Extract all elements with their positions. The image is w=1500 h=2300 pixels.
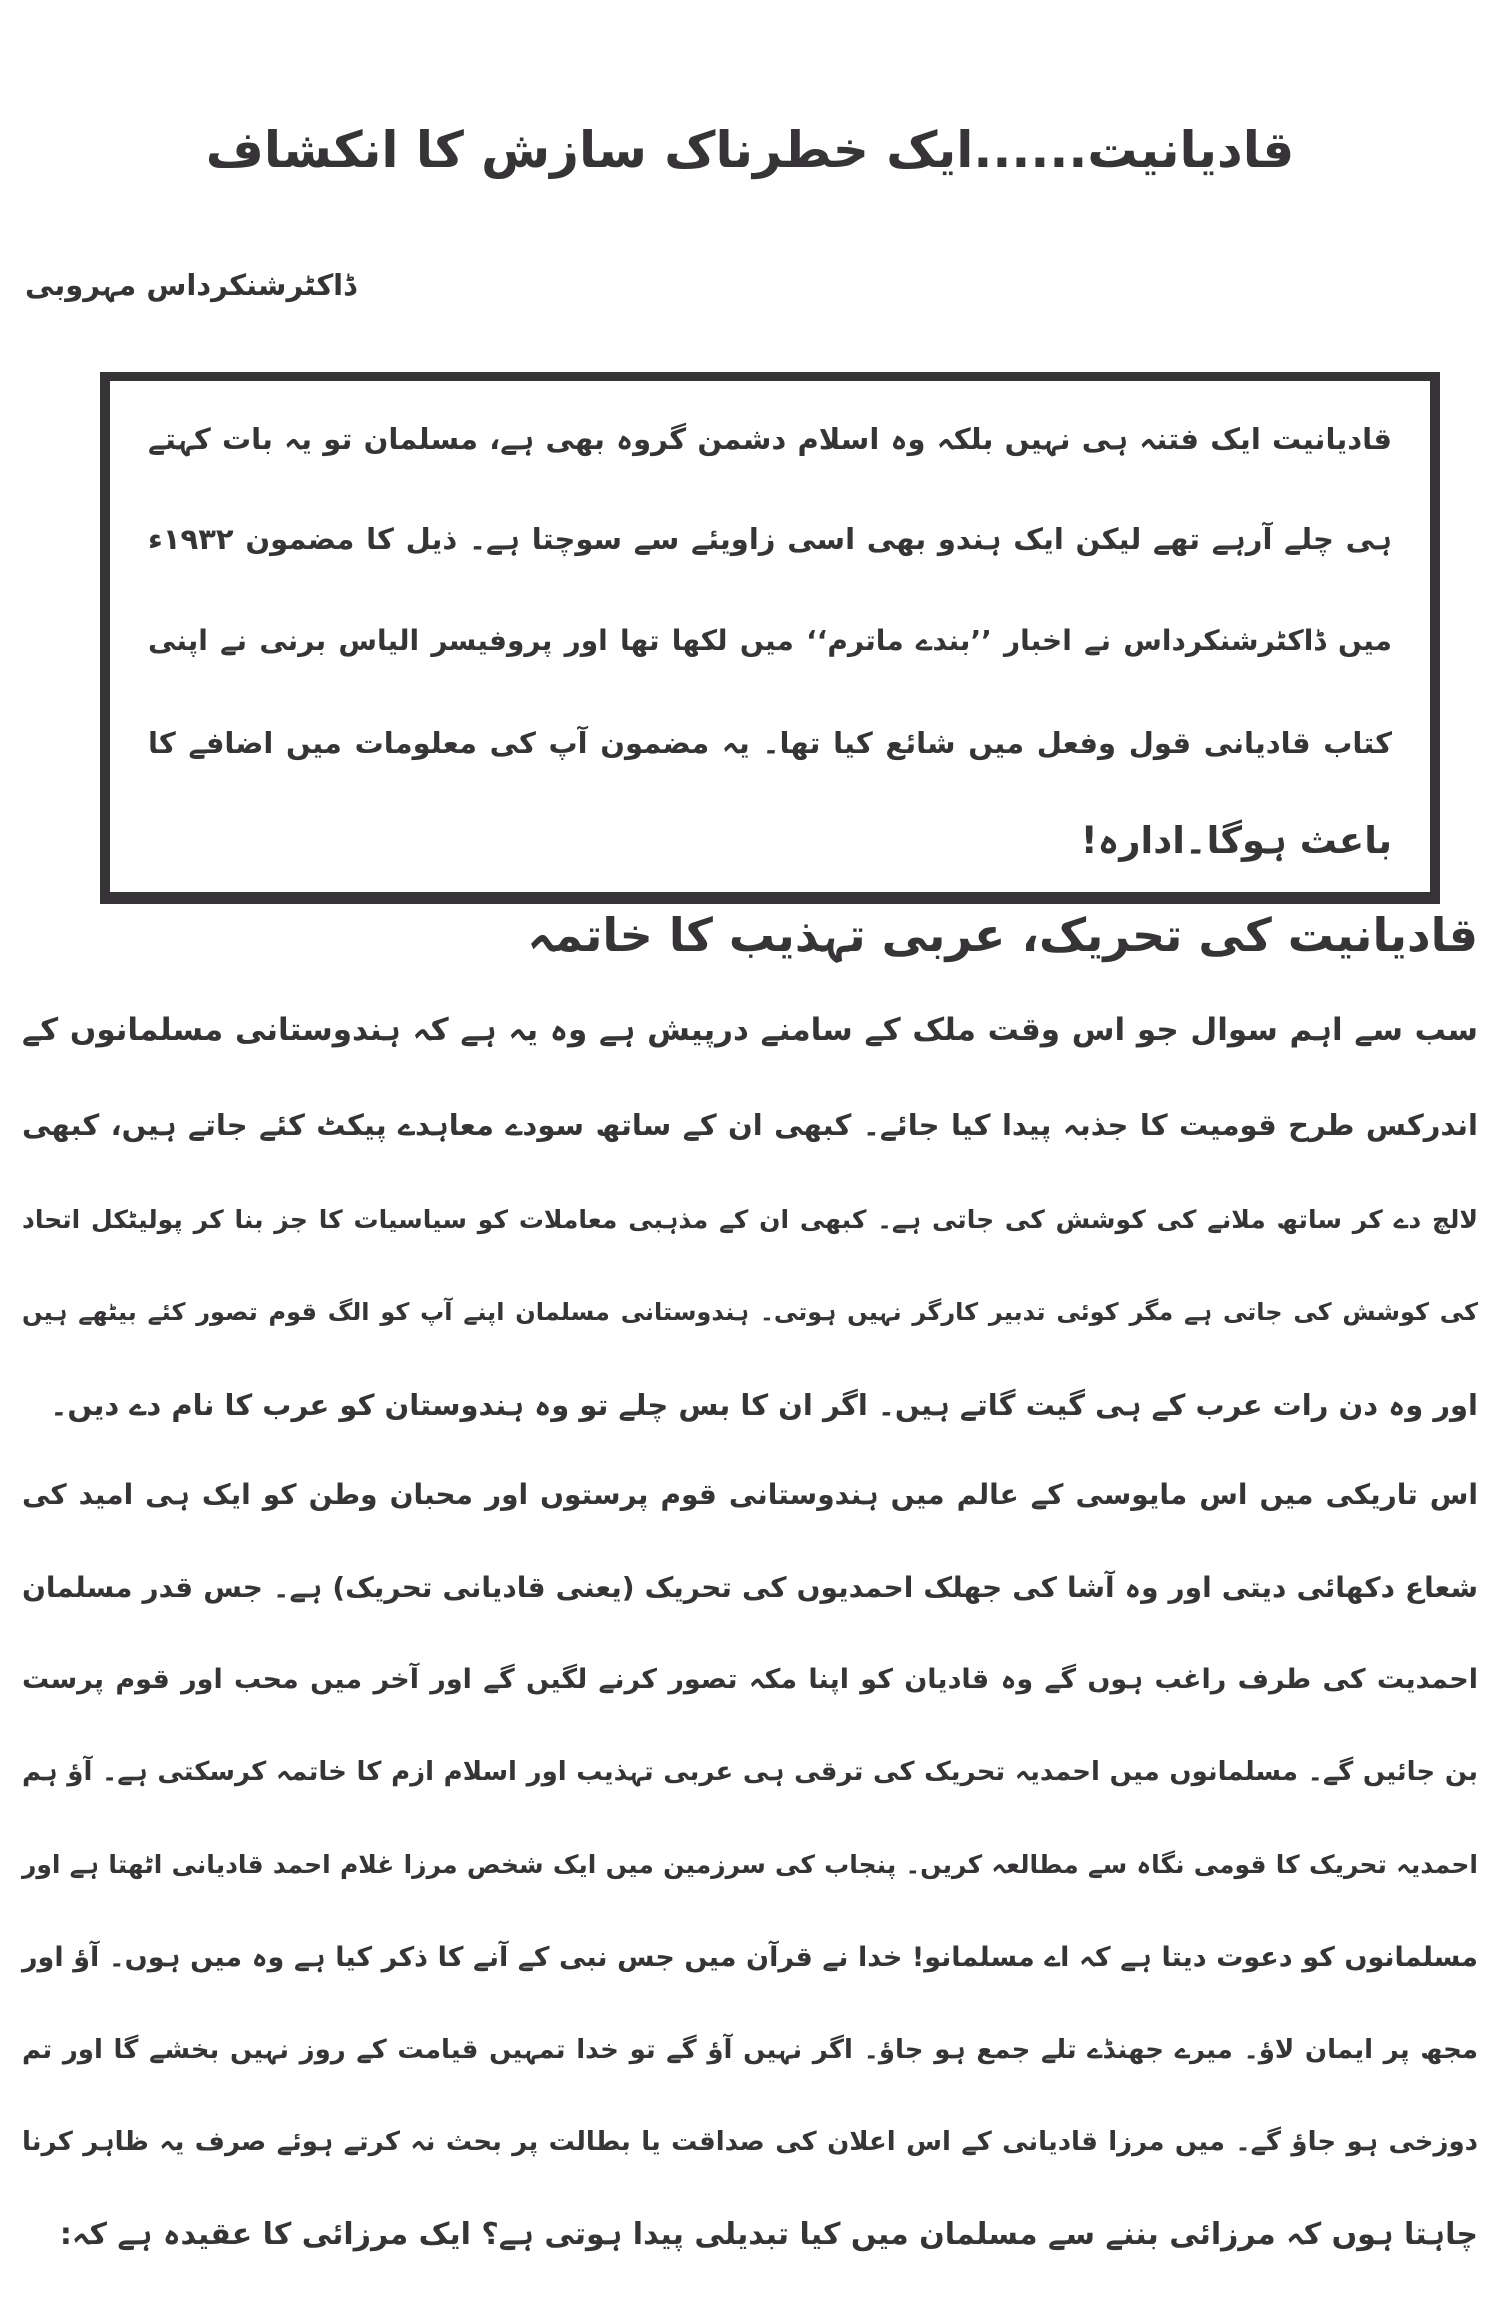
section-heading: قادیانیت کی تحریک، عربی تہذیب کا خاتمہ [527,908,1478,962]
article-title: قادیانیت......ایک خطرناک سازش کا انکشاف [205,121,1295,179]
body-text-line: چاہتا ہوں کہ مرزائی بننے سے مسلمان میں کیا تبدیلی پیدا ہوتی ہے؟ ایک مرزائی کا عقیدہ ہے کہ: [59,2217,1478,2252]
body-text-line: مجھ پر ایمان لاؤ۔ میرے جھنڈے تلے جمع ہو جاؤ۔ اگر نہیں آؤ گے تو خدا تمہیں قیامت کے روز نہیں بخشے گا اور تم [22,2035,1478,2065]
body-text-line: بن جائیں گے۔ مسلمانوں میں احمدیہ تحریک کی ترقی ہی عربی تہذیب اور اسلام ازم کا خاتمہ کرسکتی ہے۔ آؤ ہم [22,1757,1478,1787]
body-text-line: شعاع دکھائی دیتی اور وہ آشا کی جھلک احمدیوں کی تحریک (یعنی قادیانی تحریک) ہے۔ جس قدر مسلمان [22,1571,1478,1604]
body-text-line: لالچ دے کر ساتھ ملانے کی کوشش کی جاتی ہے۔ کبھی ان کے مذہبی معاملات کو سیاسیات کا جز بنا کر پولیٹکل اتحاد [22,1205,1478,1234]
editorial-note-line: ہی چلے آرہے تھے لیکن ایک ہندو بھی اسی زاویئے سے سوچتا ہے۔ ذیل کا مضمون ۱۹۳۲ء [148,522,1392,556]
body-text-line: اس تاریکی میں اس مایوسی کے عالم میں ہندوستانی قوم پرستوں اور محبان وطن کو ایک ہی امید کی [22,1478,1478,1511]
body-text-line: کی کوشش کی جاتی ہے مگر کوئی تدبیر کارگر نہیں ہوتی۔ ہندوستانی مسلمان اپنے آپ کو الگ قوم تصور کئے بیٹھے ہیں [22,1298,1478,1326]
body-text-line: اندرکس طرح قومیت کا جذبہ پیدا کیا جائے۔ کبھی ان کے ساتھ سودے معاہدے پیکٹ کئے جاتے ہیں، کبھی [22,1108,1478,1142]
body-text-line: دوزخی ہو جاؤ گے۔ میں مرزا قادیانی کے اس اعلان کی صداقت یا بطالت پر بحث نہ کرتے ہوئے صرف یہ ظاہر کرنا [22,2127,1478,2157]
body-text-line: احمدیت کی طرف راغب ہوں گے وہ قادیان کو اپنا مکہ تصور کرنے لگیں گے اور آخر میں محب اور قوم پرست [22,1664,1478,1695]
editorial-note-line: باعث ہوگا۔ادارہ! [1080,819,1392,862]
editorial-note-line: قادیانیت ایک فتنہ ہی نہیں بلکہ وہ اسلام دشمن گروہ بھی ہے، مسلمان تو یہ بات کہتے [148,422,1392,456]
body-text-line: مسلمانوں کو دعوت دیتا ہے کہ اے مسلمانو! خدا نے قرآن میں جس نبی کے آنے کا ذکر کیا ہے وہ میں ہوں۔ آؤ اور [22,1942,1478,1973]
editorial-note-box [100,372,1440,904]
editorial-note-line: کتاب قادیانی قول وفعل میں شائع کیا تھا۔ یہ مضمون آپ کی معلومات میں اضافے کا [148,726,1392,760]
body-text-line: اور وہ دن رات عرب کے ہی گیت گاتے ہیں۔ اگر ان کا بس چلے تو وہ ہندوستان کو عرب کا نام دے دیں۔ [50,1388,1478,1422]
body-text-line: احمدیہ تحریک کا قومی نگاہ سے مطالعہ کریں۔ پنجاب کی سرزمین میں ایک شخص مرزا غلام احمد قادیانی اٹھتا ہے اور [22,1850,1478,1879]
body-text-line: سب سے اہم سوال جو اس وقت ملک کے سامنے درپیش ہے وہ یہ ہے کہ ہندوستانی مسلمانوں کے [22,1012,1478,1048]
author-byline: ڈاکٹرشنکرداس مہروبی [25,268,357,302]
editorial-note-line: میں ڈاکٹرشنکرداس نے اخبار ’’بندے ماترم‘‘ میں لکھا تھا اور پروفیسر الیاس برنی نے اپنی [148,624,1392,657]
